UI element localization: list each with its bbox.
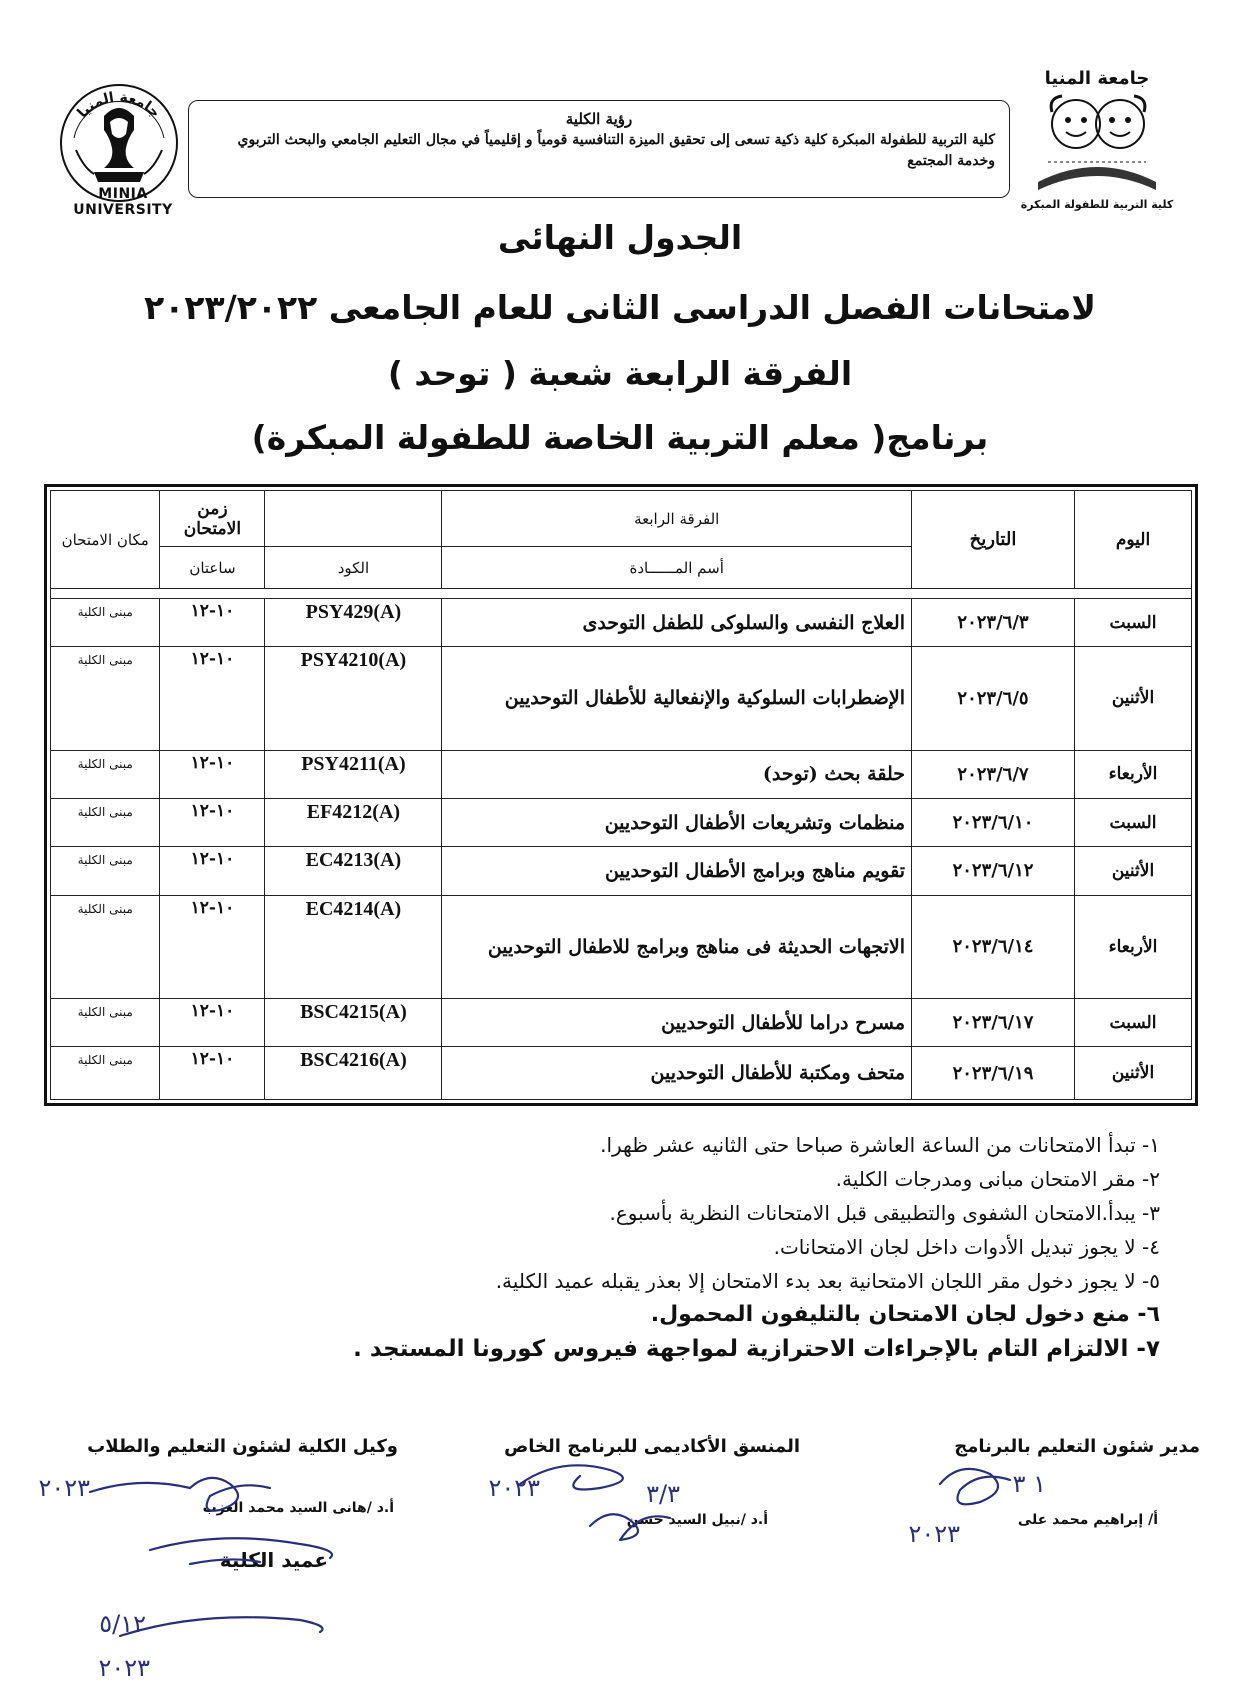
row-time: ١٠-١٢ <box>160 750 265 798</box>
row-code: BSC4215(A) <box>265 998 442 1046</box>
signature-name-coordinator: أ.د /نبيل السيد حسن <box>626 1512 768 1528</box>
program-title: برنامج( معلم التربية الخاصة للطفولة المبكرة) <box>251 418 989 457</box>
faculty-vision-box <box>188 100 1010 198</box>
row-code: PSY4211(A) <box>265 750 442 798</box>
row-place: مبنى الكلية <box>51 750 160 798</box>
instruction-item: ٦- منع دخول لجان الامتحان بالتليفون المحمول. <box>650 1302 1160 1327</box>
faculty-logo-title: جامعة المنيا <box>1044 68 1150 89</box>
row-date: ٢٠٢٣/٦/١٤ <box>912 895 1075 998</box>
signature-name-program-affairs: أ/ إبراهيم محمد على <box>1017 1512 1158 1528</box>
signature-title-coordinator: المنسق الأكاديمى للبرنامج الخاص <box>504 1436 800 1457</box>
row-subject: متحف ومكتبة للأطفال التوحديين <box>442 1047 912 1100</box>
row-subject: الإضطرابات السلوكية والإنفعالية للأطفال التوحديين <box>442 647 912 750</box>
row-code: PSY4210(A) <box>265 647 442 750</box>
signature-title-program-affairs: مدير شئون التعليم بالبرنامج <box>954 1436 1200 1457</box>
handwritten-date-middle: ٢٠٢٣ <box>488 1474 540 1502</box>
row-place: مبنى الكلية <box>51 847 160 895</box>
final-schedule-title: الجدول النهائى <box>497 218 743 257</box>
row-subject: الاتجهات الحديثة فى مناهج وبرامج للاطفال التوحديين <box>442 895 912 998</box>
handwritten-mark-middle: ٣/٣ <box>646 1480 680 1508</box>
header-day: اليوم <box>1075 491 1192 589</box>
table-row <box>51 998 1192 1046</box>
table-row <box>51 798 1192 846</box>
handwritten-date-left: ٢٠٢٣ <box>38 1474 90 1502</box>
signature-name-vice-dean: أ.د /هانى السيد محمد العزب <box>202 1500 394 1516</box>
row-date: ٢٠٢٣/٦/٥ <box>912 647 1075 750</box>
handwritten-mark-dean: ٥/١٢ <box>99 1610 146 1638</box>
row-code: EF4212(A) <box>265 798 442 846</box>
row-subject: تقويم مناهج وبرامج الأطفال التوحديين <box>442 847 912 895</box>
row-date: ٢٠٢٣/٦/١٠ <box>912 798 1075 846</box>
row-place: مبنى الكلية <box>51 798 160 846</box>
table-row <box>51 750 1192 798</box>
row-date: ٢٠٢٣/٦/٣ <box>912 598 1075 646</box>
header-duration: ساعتان <box>160 547 265 589</box>
vision-title: رؤية الكلية <box>565 110 633 128</box>
signature-title-vice-dean: وكيل الكلية لشئون التعليم والطلاب <box>87 1436 398 1457</box>
header-code: الكود <box>265 547 442 589</box>
row-code: BSC4216(A) <box>265 1047 442 1100</box>
instruction-item: ٤- لا يجوز تبديل الأدوات داخل لجان الامتحانات. <box>773 1235 1160 1259</box>
header-date: التاريخ <box>912 491 1075 589</box>
header-subject: أسم المــــــادة <box>442 547 912 589</box>
header-time: زمن الامتحان <box>160 491 265 547</box>
faculty-logo-caption: كلية التربية للطفولة المبكرة <box>1020 198 1174 211</box>
row-date: ٢٠٢٣/٦/١٢ <box>912 847 1075 895</box>
row-time: ١٠-١٢ <box>160 798 265 846</box>
instruction-item: ١- تبدأ الامتحانات من الساعة العاشرة صباحا حتى الثانيه عشر ظهرا. <box>600 1133 1160 1157</box>
vision-text: كلية التربية للطفولة المبكرة كلية ذكية تسعى إلى تحقيق الميزة التنافسية قومياً و إقليمياً في مجال التعليم الجامعي والبحث التربوي وخدمة المجتمع <box>237 132 995 169</box>
handwritten-date-dean: ٢٠٢٣ <box>98 1654 150 1682</box>
header-group: الفرقة الرابعة <box>442 491 912 547</box>
row-time: ١٠-١٢ <box>160 1047 265 1100</box>
row-subject: مسرح دراما للأطفال التوحديين <box>442 998 912 1046</box>
row-date: ٢٠٢٣/٦/١٧ <box>912 998 1075 1046</box>
row-date: ٢٠٢٣/٦/١٩ <box>912 1047 1075 1100</box>
instruction-item: ٣- يبدأ.الامتحان الشفوى والتطبيقى قبل الامتحانات النظرية بأسبوع. <box>609 1201 1160 1225</box>
row-time: ١٠-١٢ <box>160 847 265 895</box>
row-time: ١٠-١٢ <box>160 598 265 646</box>
handwritten-date-right: ٢٠٢٣ <box>908 1520 960 1548</box>
row-day: الأربعاء <box>1075 895 1192 998</box>
row-day: السبت <box>1075 598 1192 646</box>
exam-instructions <box>220 1128 1160 1366</box>
table-row <box>51 647 1192 750</box>
table-row <box>51 847 1192 895</box>
row-day: الأثنين <box>1075 647 1192 750</box>
row-day: الأثنين <box>1075 1047 1192 1100</box>
exam-schedule-table <box>44 484 1198 1106</box>
table-row <box>51 1047 1192 1100</box>
row-day: الأثنين <box>1075 847 1192 895</box>
row-subject: حلقة بحث (توحد) <box>442 750 912 798</box>
instruction-item: ٧- الالتزام التام بالإجراءات الاحترازية لمواجهة فيروس كورونا المستجد . <box>353 1336 1160 1362</box>
row-time: ١٠-١٢ <box>160 895 265 998</box>
row-time: ١٠-١٢ <box>160 647 265 750</box>
handwritten-mark-right: ١ ٣ <box>1012 1470 1046 1498</box>
instruction-item: ٢- مقر الامتحان مبانى ومدرجات الكلية. <box>835 1167 1160 1191</box>
table-row <box>51 895 1192 998</box>
group-title: الفرقة الرابعة شعبة ( توحد ) <box>387 354 853 393</box>
table-row <box>51 598 1192 646</box>
row-subject: منظمات وتشريعات الأطفال التوحديين <box>442 798 912 846</box>
header-place: مكان الامتحان <box>51 491 160 589</box>
row-place: مبنى الكلية <box>51 895 160 998</box>
row-place: مبنى الكلية <box>51 647 160 750</box>
row-place: مبنى الكلية <box>51 998 160 1046</box>
row-place: مبنى الكلية <box>51 1047 160 1100</box>
instruction-item: ٥- لا يجوز دخول مقر اللجان الامتحانية بعد بدء الامتحان إلا بعذر يقبله عميد الكلية. <box>495 1269 1160 1293</box>
signature-title-dean: عميد الكلية <box>219 1548 328 1572</box>
row-code: EC4213(A) <box>265 847 442 895</box>
header-blank <box>265 491 442 547</box>
row-day: السبت <box>1075 798 1192 846</box>
row-time: ١٠-١٢ <box>160 998 265 1046</box>
minia-university-caption: MINIA UNIVERSITY <box>73 186 173 218</box>
row-day: الأربعاء <box>1075 750 1192 798</box>
row-code: PSY429(A) <box>265 598 442 646</box>
handwritten-signatures <box>0 1440 1240 1690</box>
row-day: السبت <box>1075 998 1192 1046</box>
row-subject: العلاج النفسى والسلوكى للطفل التوحدى <box>442 598 912 646</box>
row-date: ٢٠٢٣/٦/٧ <box>912 750 1075 798</box>
exam-term-title: لامتحانات الفصل الدراسى الثانى للعام الجامعى ٢٠٢٣/٢٠٢٢ <box>144 288 1096 327</box>
row-code: EC4214(A) <box>265 895 442 998</box>
row-place: مبنى الكلية <box>51 598 160 646</box>
svg-text:جامعة المنيا: جامعة المنيا <box>74 89 164 122</box>
faculty-logo <box>1018 62 1176 212</box>
